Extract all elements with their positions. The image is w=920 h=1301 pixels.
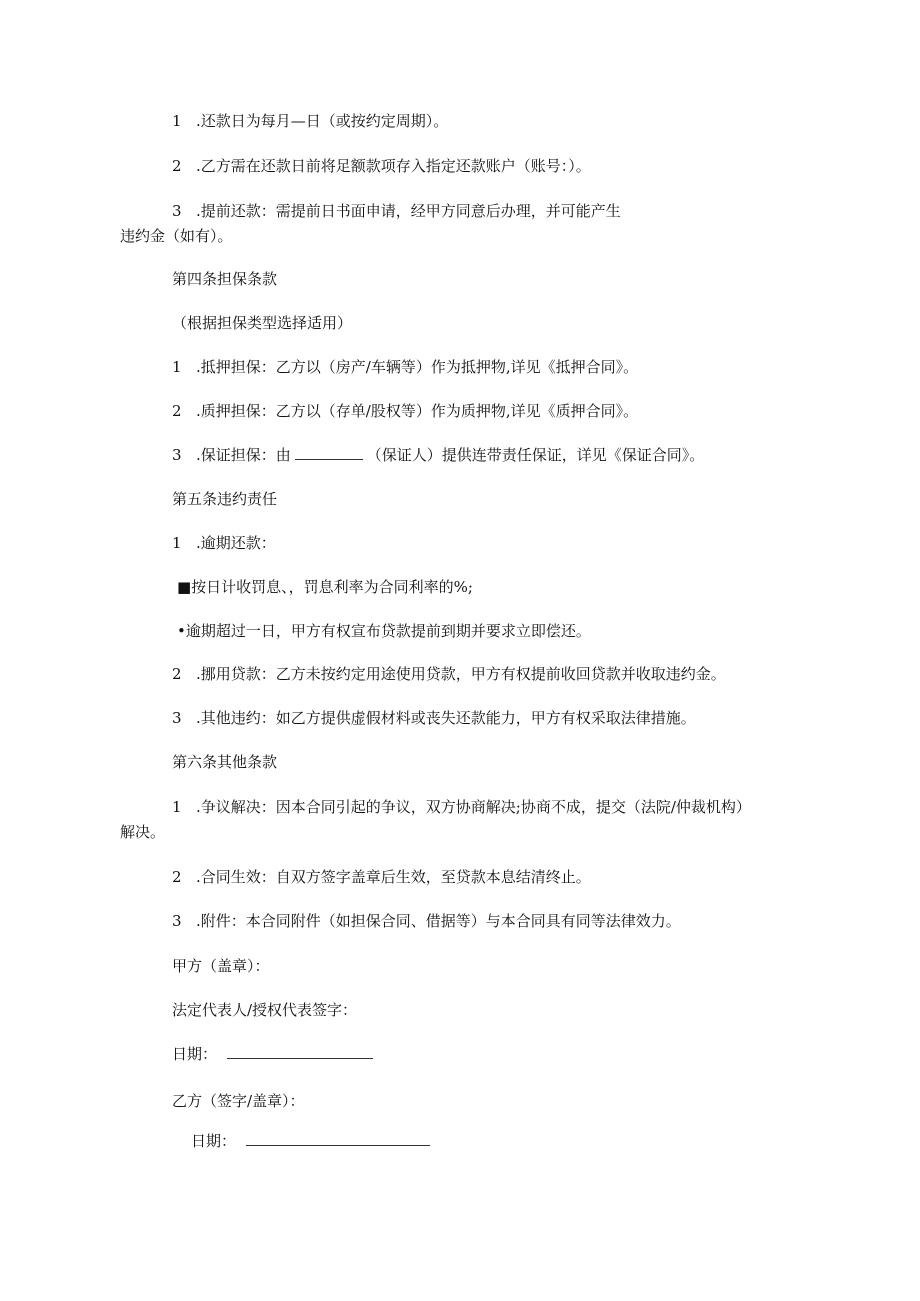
item-text: .争议解决：因本合同引起的争议，双方协商解决;协商不成，提交（法院/仲裁机构） bbox=[196, 798, 751, 816]
item-number: 1 bbox=[172, 534, 182, 552]
item-number: 1 bbox=[172, 112, 182, 130]
item-text: .乙方需在还款日前将足额款项存入指定还款账户（账号：）。 bbox=[196, 157, 591, 175]
item-text: .还款日为每月—日（或按约定周期）。 bbox=[196, 112, 449, 130]
item-number: 2 bbox=[172, 868, 182, 886]
article-6-title: 第六条其他条款 bbox=[172, 753, 278, 771]
repayment-item-2 bbox=[172, 156, 591, 176]
item-number: 2 bbox=[172, 402, 182, 420]
item-text: .质押担保：乙方以（存单/股权等）作为质押物,详见《质押合同》。 bbox=[196, 402, 639, 420]
item-text: （保证人）提供连带责任保证，详见《保证合同》。 bbox=[366, 446, 705, 464]
item-number: 3 bbox=[172, 912, 182, 930]
item-text: .合同生效：自双方签字盖章后生效，至贷款本息结清终止。 bbox=[196, 868, 591, 886]
article-4-note: （根据担保类型选择适用） bbox=[172, 314, 353, 332]
repayment-item-1 bbox=[172, 111, 448, 131]
other-item-1-continuation: 解决。 bbox=[120, 823, 166, 841]
item-text: .挪用贷款：乙方未按约定用途使用贷款，甲方有权提前收回贷款并收取违约金。 bbox=[196, 665, 726, 683]
guarantor-blank bbox=[295, 445, 363, 460]
date-blank bbox=[227, 1044, 373, 1059]
guarantee-item-3 bbox=[172, 445, 704, 465]
breach-item-2 bbox=[172, 664, 726, 684]
guarantee-item-1 bbox=[172, 357, 638, 377]
repayment-item-3 bbox=[172, 201, 621, 221]
other-item-3 bbox=[172, 911, 681, 931]
item-number: 3 bbox=[172, 709, 182, 727]
item-text: .其他违约：如乙方提供虚假材料或丧失还款能力，甲方有权采取法律措施。 bbox=[196, 709, 696, 727]
breach-item-3 bbox=[172, 708, 696, 728]
item-number: 1 bbox=[172, 358, 182, 376]
representative-signature: 法定代表人/授权代表签字： bbox=[172, 1001, 358, 1019]
party-b-signature: 乙方（签字/盖章）： bbox=[172, 1092, 305, 1110]
item-number: 2 bbox=[172, 157, 182, 175]
breach-bullet-1: ■按日计收罚息、，罚息利率为合同利率的%; bbox=[177, 578, 473, 596]
party-b-date bbox=[191, 1131, 430, 1151]
breach-item-1 bbox=[172, 533, 276, 553]
item-text: .提前还款：需提前日书面申请，经甲方同意后办理，并可能产生 bbox=[196, 202, 621, 220]
item-text: .附件：本合同附件（如担保合同、借据等）与本合同具有同等法律效力。 bbox=[196, 912, 681, 930]
date-blank bbox=[246, 1131, 430, 1146]
date-label: 日期： bbox=[172, 1045, 218, 1063]
item-text: .逾期还款： bbox=[196, 534, 276, 552]
other-item-1 bbox=[172, 797, 751, 817]
article-4-title: 第四条担保条款 bbox=[172, 270, 278, 288]
item-number: 3 bbox=[172, 446, 182, 464]
date-label: 日期： bbox=[191, 1132, 237, 1150]
other-item-2 bbox=[172, 867, 591, 887]
item-number: 1 bbox=[172, 798, 182, 816]
item-number: 3 bbox=[172, 202, 182, 220]
party-a-date bbox=[172, 1044, 373, 1064]
breach-bullet-2: •逾期超过一日，甲方有权宣布贷款提前到期并要求立即偿还。 bbox=[177, 622, 591, 640]
guarantee-item-2 bbox=[172, 401, 638, 421]
item-text: .保证担保：由 bbox=[196, 446, 291, 464]
repayment-item-3-continuation: 违约金（如有）。 bbox=[120, 227, 233, 245]
party-a-seal: 甲方（盖章）： bbox=[172, 957, 270, 975]
item-number: 2 bbox=[172, 665, 182, 683]
item-text: .抵押担保：乙方以（房产/车辆等）作为抵押物,详见《抵押合同》。 bbox=[196, 358, 639, 376]
article-5-title: 第五条违约责任 bbox=[172, 490, 278, 508]
